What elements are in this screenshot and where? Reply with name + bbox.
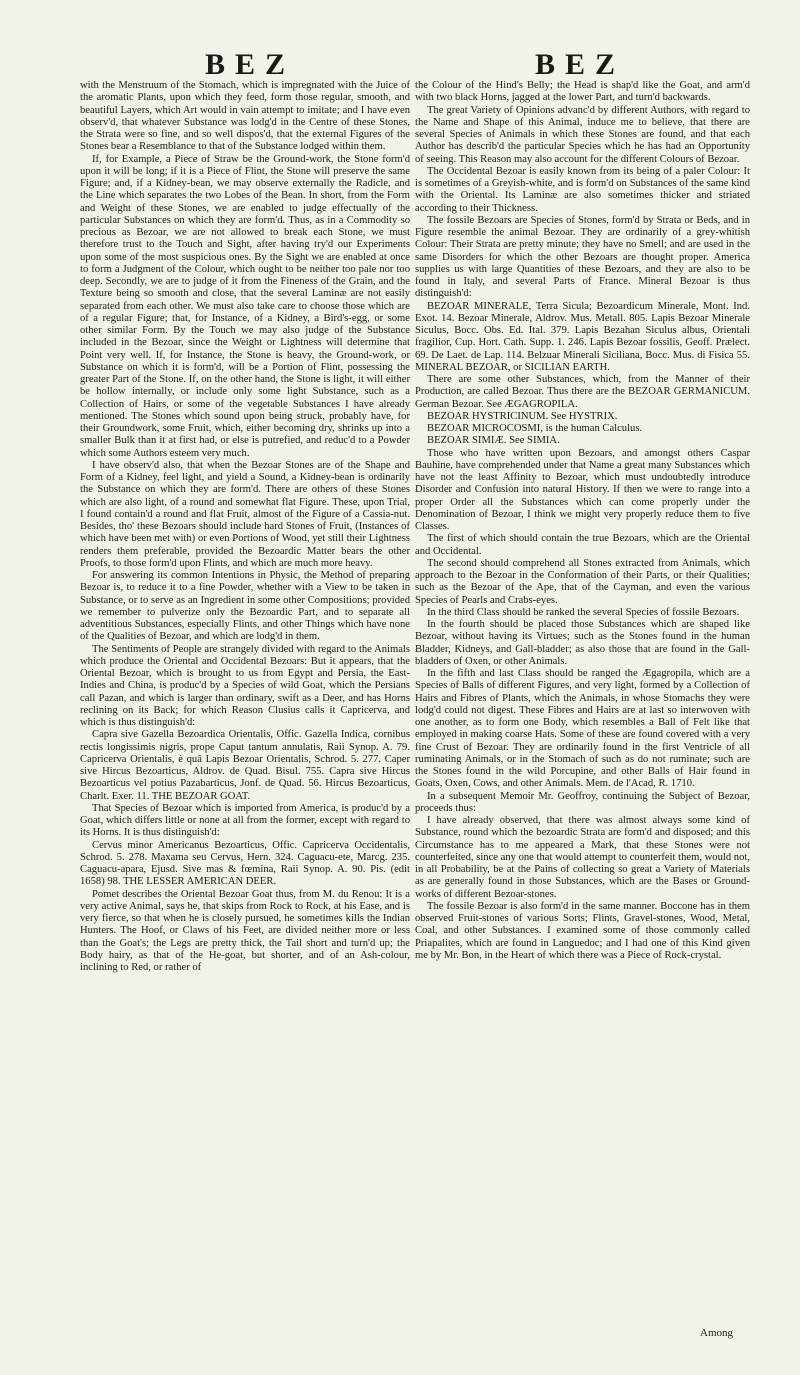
paragraph: Cervus minor Americanus Bezoarticus, Offic. Capricerva Occidentalis, Schrod. 5. 278. Maxama seu Cervus, Hern. 324. Caguacu-ete, Marcg. 235. Caguacu-apara, Ejusd. Sive mas & fœmina, Raii Synop. A. 90. Pis. (edit 1658) 98. THE LESSER AMERICAN DEER. (80, 839, 410, 888)
paragraph: There are some other Substances, which, from the Manner of their Production, are called Bezoar. Thus there are the BEZOAR GERMANICUM. German Bezoar. See ÆGAGROPILA. (415, 374, 750, 410)
running-head-right: BEZ (535, 48, 626, 81)
paragraph: The fossile Bezoar is also form'd in the same manner. Boccone has in them observed Fruit-stones of various Sorts; Flints, Gravel-stones, Wood, Metal, Coal, and other Substances. I examined some of those commonly called Priapalites, which are found in Languedoc; and I had one of this Kind given me by Mr. Bon, in the Heart of which there was a Piece of Rock-crystal. (415, 900, 750, 961)
paragraph: The Sentiments of People are strangely divided with regard to the Animals which produce the Oriental and Occidental Bezoars: But it appears, that the Oriental Bezoar, which is brought to us from Egypt and Persia, the East-Indies and China, is produc'd by a Species of wild Goat, which the Persians call Pazan, and which is larger than ordinary, swift as a Deer, and has Horns reclining on its Back; for which Reason Clusius calls it Capricerva, and which is thus distinguish'd: (80, 643, 410, 728)
paragraph: The Occidental Bezoar is easily known from its being of a paler Colour: It is sometimes of a Greyish-white, and is form'd on Substances of the same kind with the Oriental. Its Laminæ are also sometimes thicker and striated according to their Thickness. (415, 165, 750, 214)
paragraph: BEZOAR MICROCOSMI, is the human Calculus. (427, 423, 643, 434)
paragraph: BEZOAR SIMIÆ. See SIMIA. (427, 435, 560, 447)
paragraph: The fossile Bezoars are Species of Stones, form'd by Strata or Beds, and in Figure resemble the animal Bezoar. They are ordinarily of a grey-whitish Colour: Their Strata are pretty minute; they have no Smell; and are used in the same Disorders for which the other Bezoars are thought proper. America supplies us with large Quantities of these Bezoars, and they are also to be found in Italy, and several Parts of France. Mineral Bezoar is thus distinguish'd: (415, 214, 750, 300)
paragraph: Those who have written upon Bezoars, and amongst others Caspar Bauhine, have comprehended under that Name a great many Substances which have not the least Affinity to Bezoar, which must undoubtedly introduce Disorder and Confusion into natural History. If then we were to range into a proper Order all the Substances which can come properly under the Denomination of Bezoar, I think we might very properly reduce them to five Classes. (415, 447, 750, 532)
paragraph: For answering its common Intentions in Physic, the Method of preparing Bezoar is, to reduce it to a fine Powder, whether with a View to be taken in Substance, or to serve as an Ingredient in some other Compositions; provided we remember to pulverize only the Bezoardic Part, and to separate all adventitious Substances, especially Flints, and other Things which have none of the Qualities of Bezoar, and which are lodg'd in them. (80, 570, 410, 643)
paragraph: In the third Class should be ranked the several Species of fossile Bezoars. (427, 606, 740, 618)
paragraph: In a subsequent Memoir Mr. Geoffroy, continuing the Subject of Bezoar, proceeds thus: (415, 790, 750, 814)
paragraph: BEZOAR HYSTRICINUM. See HYSTRIX. (427, 410, 618, 422)
paragraph: BEZOAR MINERALE, Terra Sicula; Bezoardicum Minerale, Mont. Ind. Exot. 14. Bezoar Minerale, Aldrov. Mus. Metall. 805. Lapis Bezoar Minerale Siculus, Bocc. Obs. Ed. Ital. 379. Lapis Bezahan Siculus albus, Orientali fragilior, Cup. Hort. Cath. Supp. 1. 246. Lapis Bezoar fossilis, Geoff. Prælect. 69. De Laet. de Lap. 114. Belzuar Minerali Siciliana, Bocc. Mus. di Fisica 55. MINERAL BEZOAR, or SICILIAN EARTH. (415, 300, 750, 373)
paragraph: Pomet describes the Oriental Bezoar Goat thus, from M. du Renou: It is a very active Animal, says he, that skips from Rock to Rock, at his Ease, and is very fierce, so that when he is closely pursued, he sometimes kills the Indian Hunters. The Hoof, or Claws of his Feet, are divided neither more or less than the Goat's; the Legs are pretty thick, the Tail short and turn'd up; the Body hairy, as that of the He-goat, but shorter, and of an Ash-colour, inclining to Red, or rather of (80, 888, 410, 973)
paragraph: The first of which should contain the true Bezoars, which are the Oriental and Occidental. (415, 533, 750, 557)
paragraph: I have observ'd also, that when the Bezoar Stones are of the Shape and Form of a Kidney, feel light, and yield a Sound, a Kidney-bean is ordinarily the Substance on which they are form'd. There are others of these Stones which are also light, of a round and somewhat flat Figure. These, upon Trial, I found contain'd a round and flat Fruit, almost of the Figure of a Cassia-nut. Besides, tho' these Bezoars should include hard Stones of Fruit, (Instances of which have been met with) or even Portions of Wood, yet still their Lightness renders them preferable, provided the Bezoardic Matter bears the other Proofs, to those form'd upon Flints, and which are much more heavy. (80, 459, 410, 569)
paragraph: In the fourth should be placed those Substances which are shaped like Bezoar, without having its Virtues; such as the Stones found in the human Bladder, Kidneys, and Gall-bladder; as also those that are found in the Gall-bladders of Oxen, or other Animals. (415, 619, 750, 667)
paragraph: with the Menstruum of the Stomach, which is impregnated with the Juice of the aromatic Plants, upon which they feed, form those regular, smooth, and beautiful Layers, which Art would in vain attempt to imitate; and I have even observ'd, that whatever Substance was lodg'd in the Centre of these Stones, the Strata were so fine, and so well dispos'd, that the external Figures of the Stones bear a Resemblance to that of the Substance lodged within them. (80, 80, 410, 153)
paragraph: the Colour of the Hind's Belly; the Head is shap'd like the Goat, and arm'd with two black Horns, jagged at the lower Part, and turn'd backwards. (415, 80, 750, 104)
paragraph: Capra sive Gazella Bezoardica Orientalis, Offic. Gazella Indica, cornibus rectis longissimis nigris, prope Caput tantum annulatis, Raii Synop. A. 79. Capricerva Orientalis, è quâ Lapis Bezoar Orientalis, Schrod. 5. 277. Caper sive Hircus Bezoarticus, Aldrov. de Quad. Bisul. 755. Capra sive Hircus Bezoarticus vel potius Pazabarticus, Jonf. de Quad. 56. Hircus Bezoarticus, Charlt. Exer. 11. THE BEZOAR GOAT. (80, 729, 410, 802)
paragraph: I have already observed, that there was almost always some kind of Substance, round which the bezoardic Strata are form'd and disposed; and this Circumstance has to me appeared a Mark, that these Stones were not counterfeited, since any one that would attempt to counterfeit them, would not, in all Probability, be at the Pains of collecting so great a Variety of Materials as are generally found in those Substances, which are the Bases or Ground-works of different Bezoar-stones. (415, 815, 750, 900)
right-text-column (415, 80, 750, 962)
paragraph: The second should comprehend all Stones extracted from Animals, which approach to the Bezoar in the Conformation of their Parts, or their Qualities; such as the Bezoar of the Ape, that of the Cayman, and even the various Species of Pearls and Crabs-eyes. (415, 557, 750, 606)
paragraph: The great Variety of Opinions advanc'd by different Authors, with regard to the Name and Shape of this Animal, induce me to believe, that there are several Species of Animals in which these Stones are found, and that each Author has describ'd the particular Species which he has had an Opportunity of seeing. This Reason may also account for the different Colours of Bezoar. (415, 104, 750, 165)
running-head-left: BEZ (205, 48, 296, 81)
left-text-column (80, 80, 410, 974)
catchword: Among (700, 1327, 733, 1339)
paragraph: In the fifth and last Class should be ranged the Ægagropila, which are a Species of Balls of different Figures, and very light, formed by a Collection of Hairs and Fibres of Plants, which the Animals, in whose Stomachs they were lodg'd could not digest. These Fibres and Hairs are at last so interwoven with one another, as to form one Body, which resembles a Ball of Felt like that employed in making coarse Hats. Some of these are found covered with a very fine Crust of Bezoar. They are ordinarily found in the first Ventricle of all ruminating Animals, or in the Stomach of such as do not ruminate; such are the Stones found in the wild Porcupine, and other Balls of Hair found in Goats, Oxen, Cows, and other Animals. Mem. de l'Acad, R. 1710. (415, 668, 750, 790)
paragraph: If, for Example, a Piece of Straw be the Ground-work, the Stone form'd upon it will be long; if it is a Piece of Flint, the Stone will preserve the same Figure; and, if a Kidney-bean, we may observe externally the Radicle, and the Line which separates the two Lobes of the Bean. In short, from the Form and Weight of these Stones, we are enabled to judge effectually of the particular Substances on which they are form'd. Thus, as in a Commodity so precious as Bezoar, we are not allowed to break each Stone, we must therefore trust to the Touch and Sight, after having try'd our Experiments upon some of the most suspicious ones. By the Sight we are enabled at once to form a Judgment of the Colour, which ought to be neither too pale nor too deep. Secondly, we are to judge of it from the Fineness of the Grain, and the Texture being so smooth and close, that the several Laminæ are not easily separated from each other. We must also take care to choose those which are of a regular Figure; that, for Instance, of a Kidney, a Bird's-egg, or some other similar Form. By the Touch we may also judge of the Substance included in the Bezoar, since the Weight or Lightness will determine that Point very well. If, for Instance, the Stone is heavy, the Ground-work, or Substance on which it is form'd, will be a Portion of Flint, possessing the greater Part of the Stone. If, on the other hand, the Stone is light, it will either be hollow internally, or include only some light Substance, such as a Collection of Hairs, or some of the vegetable Substances I have already mentioned. The Stones which sound upon being struck, probably have, for their Groundwork, some Fruit, which, either becoming dry, shrinks up into a smaller Bulk than it at first had, or else is putrefied, and reduc'd to a Powder which some Authors esteem very much. (80, 153, 410, 459)
paragraph: That Species of Bezoar which is imported from America, is produc'd by a Goat, which differs little or none at all from the former, except with regard to its Horns. It is thus distinguish'd: (80, 802, 410, 839)
